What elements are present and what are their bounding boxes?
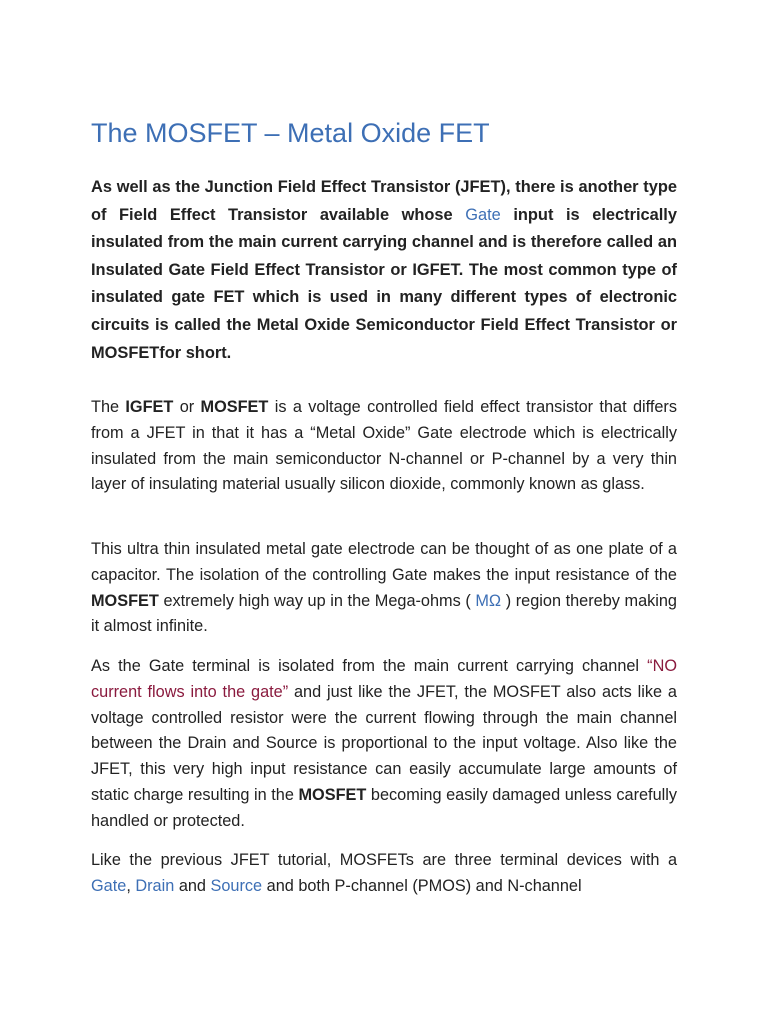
- megaohm-unit-link[interactable]: MΩ: [475, 591, 502, 610]
- igfet-paragraph: [91, 395, 677, 498]
- p3-text-1: As the Gate terminal is isolated from the main current carrying channel: [91, 657, 648, 675]
- p2-text-2: extremely high way up in the Mega-ohms (: [158, 591, 476, 610]
- p2-text-3: ) region thereby making it almost infinite.: [91, 591, 677, 636]
- no-current-quote: “NO current flows into the gate”: [91, 657, 677, 701]
- gate-link[interactable]: Gate: [91, 876, 127, 895]
- mosfet-term: MOSFET: [298, 785, 367, 804]
- gate-electrode-paragraph: [91, 537, 677, 640]
- p4-text-1: Like the previous JFET tutorial, MOSFETs are three terminal devices with a: [91, 851, 677, 869]
- terminals-paragraph: [91, 848, 677, 900]
- source-link[interactable]: Source: [210, 876, 263, 895]
- p4-and: and: [174, 876, 211, 895]
- gate-isolation-paragraph: [91, 654, 677, 835]
- igfet-term: IGFET: [125, 398, 174, 416]
- p2-text-1: This ultra thin insulated metal gate electrode can be thought of as one plate of a capacitor. The isolation of the controlling Gate makes the input resistance of the: [91, 540, 677, 584]
- drain-link[interactable]: Drain: [135, 876, 175, 895]
- p3-text-3: becoming easily damaged unless carefully handled or protected.: [91, 785, 678, 830]
- intro-text-1: As well as the Junction Field Effect Transistor (JFET), there is another type of Field Effect Transistor available whose: [91, 178, 677, 224]
- intro-text-2: input is electrically insulated from the main current carrying channel and is therefore called an Insulated Gate Field Effect Transistor or IGFET. The most common type of insulated gate FET which is used in many different types of electronic circuits is called the Metal Oxide Semiconductor Field Effect Transistor or MOSFETfor short.: [91, 205, 677, 362]
- mosfet-term: MOSFET: [200, 398, 269, 416]
- p1-text-2: or: [173, 398, 201, 416]
- p4-text-2: and both P-channel (PMOS) and N-channel: [262, 876, 582, 895]
- p1-text-3: is a voltage controlled field effect transistor that differs from a JFET in that it has a “Metal Oxide” Gate electrode which is electrically insulated from the main semiconductor N-channel or P-channel by a very thin layer of insulating material usually silicon dioxide, commonly known as glass.: [91, 398, 677, 494]
- p1-text-1: The: [91, 398, 126, 416]
- intro-paragraph: [91, 174, 677, 367]
- mosfet-term: MOSFET: [91, 591, 159, 610]
- p3-text-2: and just like the JFET, the MOSFET also acts like a voltage controlled resistor were the current flowing through the main channel between the Drain and Source is proportional to the input voltage. Also like the JFET, this very high input resistance can easily accumulate large amounts of static charge resulting in the: [91, 682, 677, 804]
- page-title: The MOSFET – Metal Oxide FET: [91, 118, 490, 148]
- gate-link[interactable]: Gate: [465, 205, 501, 224]
- p4-comma: ,: [126, 876, 136, 895]
